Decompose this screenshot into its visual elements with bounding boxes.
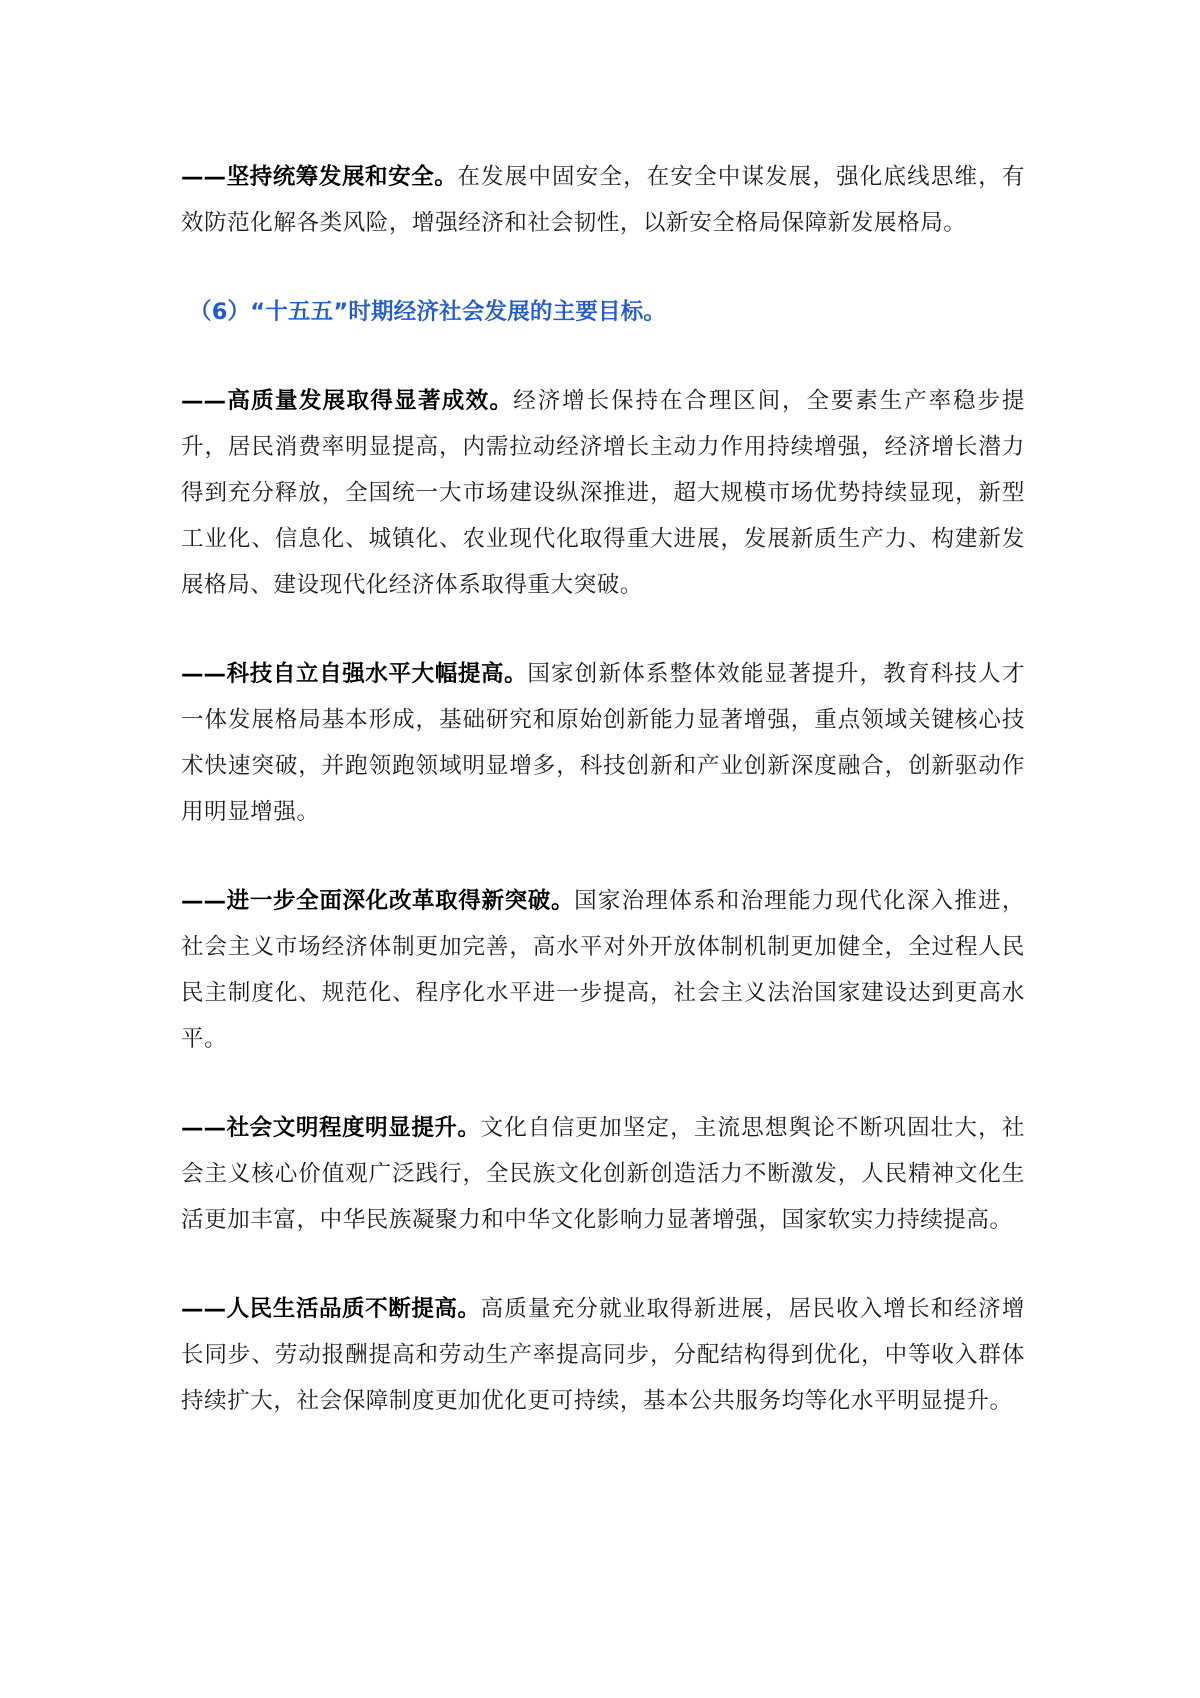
goal-lead: ——社会文明程度明显提升。 [181, 1115, 481, 1141]
goal-body: 国家创新体系整体效能显著提升，教育科技人才一体发展格局基本形成，基础研究和原始创新能力显著增强，重点领域关键核心技术快速突破，并跑领跑领域明显增多，科技创新和产业创新深度融合，创新驱动作用明显增强。 [181, 661, 1025, 825]
goal-paragraph-technology [181, 651, 1025, 835]
goal-body: 高质量充分就业取得新进展，居民收入增长和经济增长同步、劳动报酬提高和劳动生产率提高同步，分配结构得到优化，中等收入群体持续扩大，社会保障制度更加优化更可持续，基本公共服务均等化水平明显提升。 [181, 1296, 1025, 1414]
section-heading: （6）“十五五”时期经济社会发展的主要目标。 [189, 299, 667, 325]
goal-paragraph-livelihood [181, 1286, 1025, 1424]
goal-paragraph-reform [181, 878, 1025, 1062]
goal-lead: ——科技自立自强水平大幅提高。 [181, 661, 528, 687]
paragraph-lead: ——坚持统筹发展和安全。 [181, 164, 458, 190]
paragraph-security [181, 154, 1025, 246]
goal-lead: ——进一步全面深化改革取得新突破。 [181, 888, 575, 914]
goal-body: 文化自信更加坚定，主流思想舆论不断巩固壮大，社会主义核心价值观广泛践行，全民族文化创新创造活力不断激发，人民精神文化生活更加丰富，中华民族凝聚力和中华文化影响力显著增强，国家软实力持续提高。 [181, 1115, 1025, 1233]
goal-body: 经济增长保持在合理区间，全要素生产率稳步提升，居民消费率明显提高，内需拉动经济增长主动力作用持续增强，经济增长潜力得到充分释放，全国统一大市场建设纵深推进，超大规模市场优势持续显现，新型工业化、信息化、城镇化、农业现代化取得重大进展，发展新质生产力、构建新发展格局、建设现代化经济体系取得重大突破。 [181, 388, 1025, 598]
goal-body: 国家治理体系和治理能力现代化深入推进，社会主义市场经济体制更加完善，高水平对外开放体制机制更加健全，全过程人民民主制度化、规范化、程序化水平进一步提高，社会主义法治国家建设达到更高水平。 [181, 888, 1025, 1052]
goal-lead: ——高质量发展取得显著成效。 [181, 388, 514, 414]
goal-lead: ——人民生活品质不断提高。 [181, 1296, 481, 1322]
document-content [181, 154, 1025, 1467]
goal-paragraph-civilization [181, 1105, 1025, 1243]
paragraph-body: 在发展中固安全，在安全中谋发展，强化底线思维，有效防范化解各类风险，增强经济和社会韧性，以新安全格局保障新发展格局。 [181, 164, 1025, 236]
goal-paragraph-quality [181, 378, 1025, 608]
